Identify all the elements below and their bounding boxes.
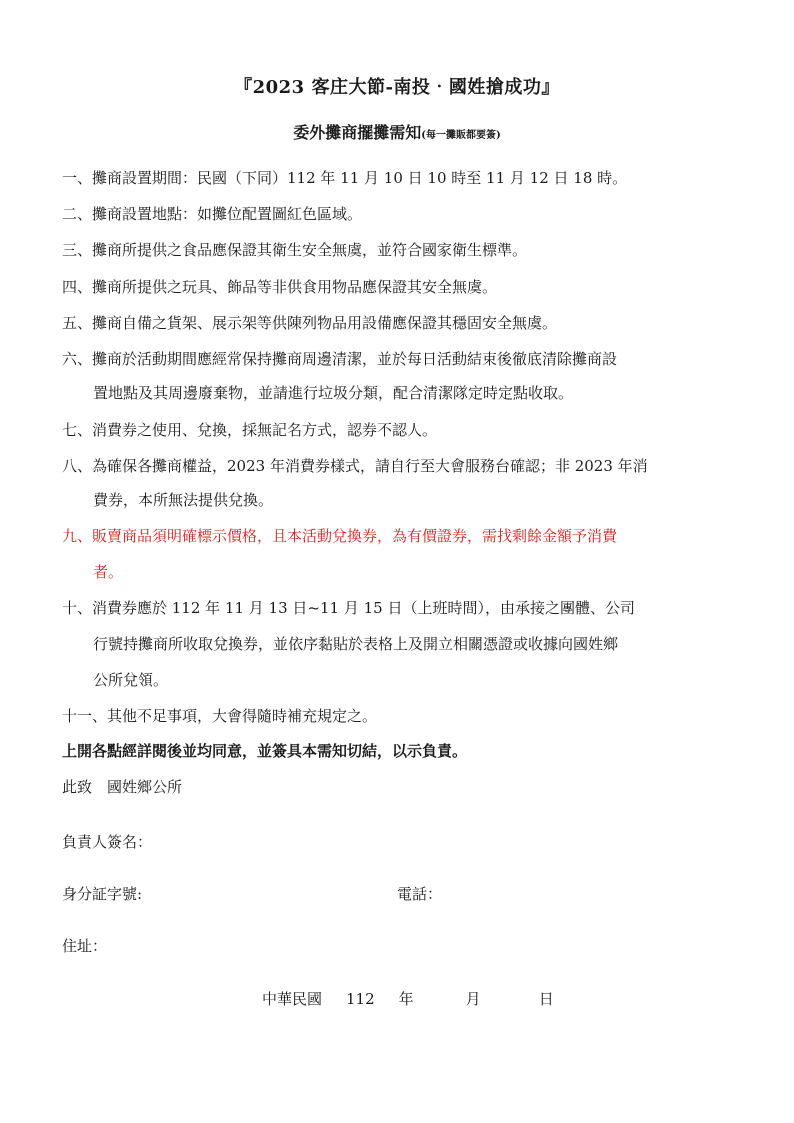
date-era: 中華民國 — [262, 990, 323, 1008]
item-8-line-1: 八、為確保各攤商權益，2023 年消費券樣式，請自行至大會服務台確認；非 2023 年消 — [62, 457, 648, 475]
item-6-line-1: 六、攤商於活動期間應經常保持攤商周邊清潔，並於每日活動結束後徹底清除攤商設 — [62, 350, 618, 368]
date-day-label: 日 — [538, 990, 554, 1008]
item-7: 七、消費券之使用、兌換，採無記名方式，認券不認人。 — [62, 421, 438, 439]
item-10-line-1: 十、消費券應於 112 年 11 月 13 日~11 月 15 日（上班時間），由承接之團體、公司 — [62, 599, 635, 617]
id-number-field[interactable]: 身分証字號: — [62, 885, 143, 903]
document-title: 『2023 客庄大節-南投‧國姓搶成功』 — [234, 77, 560, 98]
item-9-line-2: 者。 — [93, 563, 124, 581]
subtitle-text: 委外攤商擺攤需知 — [293, 123, 422, 142]
phone-field[interactable]: 電話： — [397, 885, 443, 903]
item-5: 五、攤商自備之貨架、展示架等供陳列物品用設備應保證其穩固安全無虞。 — [62, 314, 558, 332]
address-field[interactable]: 住址： — [62, 937, 108, 955]
date-line — [262, 989, 554, 1009]
item-4: 四、攤商所提供之玩具、飾品等非供食用物品應保證其安全無虞。 — [62, 278, 498, 296]
date-month-label: 月 — [465, 990, 481, 1008]
item-10-line-3: 公所兌領。 — [93, 671, 169, 689]
date-year-label: 年 — [398, 990, 414, 1008]
addressee: 此致 國姓鄉公所 — [62, 778, 183, 796]
subtitle-note: (每一攤販都要簽) — [421, 130, 501, 141]
item-11: 十一、其他不足事項，大會得隨時補充規定之。 — [62, 707, 378, 725]
declaration: 上開各點經詳閱後並均同意，並簽具本需知切結，以示負責。 — [62, 742, 468, 760]
item-6-line-2: 置地點及其周邊廢棄物，並請進行垃圾分類，配合清潔隊定時定點收取。 — [93, 384, 574, 402]
signature-field[interactable]: 負責人簽名： — [62, 833, 153, 851]
item-9-line-1: 九、販賣商品須明確標示價格，且本活動兌換券，為有價證券，需找剩餘金額予消費 — [62, 527, 618, 545]
item-3: 三、攤商所提供之食品應保證其衛生安全無虞，並符合國家衛生標準。 — [62, 241, 528, 259]
item-8-line-2: 費券，本所無法提供兌換。 — [93, 491, 274, 509]
document-subtitle — [0, 120, 794, 143]
item-2: 二、攤商設置地點：如攤位配置圖紅色區域。 — [62, 205, 363, 223]
item-1: 一、攤商設置期間：民國（下同）112 年 11 月 10 日 10 時至 11 月 12 日 18 時。 — [62, 169, 628, 187]
item-10-line-2: 行號持攤商所收取兌換券，並依序黏貼於表格上及開立相關憑證或收據向國姓鄉 — [93, 635, 619, 653]
date-year: 112 — [346, 990, 375, 1008]
